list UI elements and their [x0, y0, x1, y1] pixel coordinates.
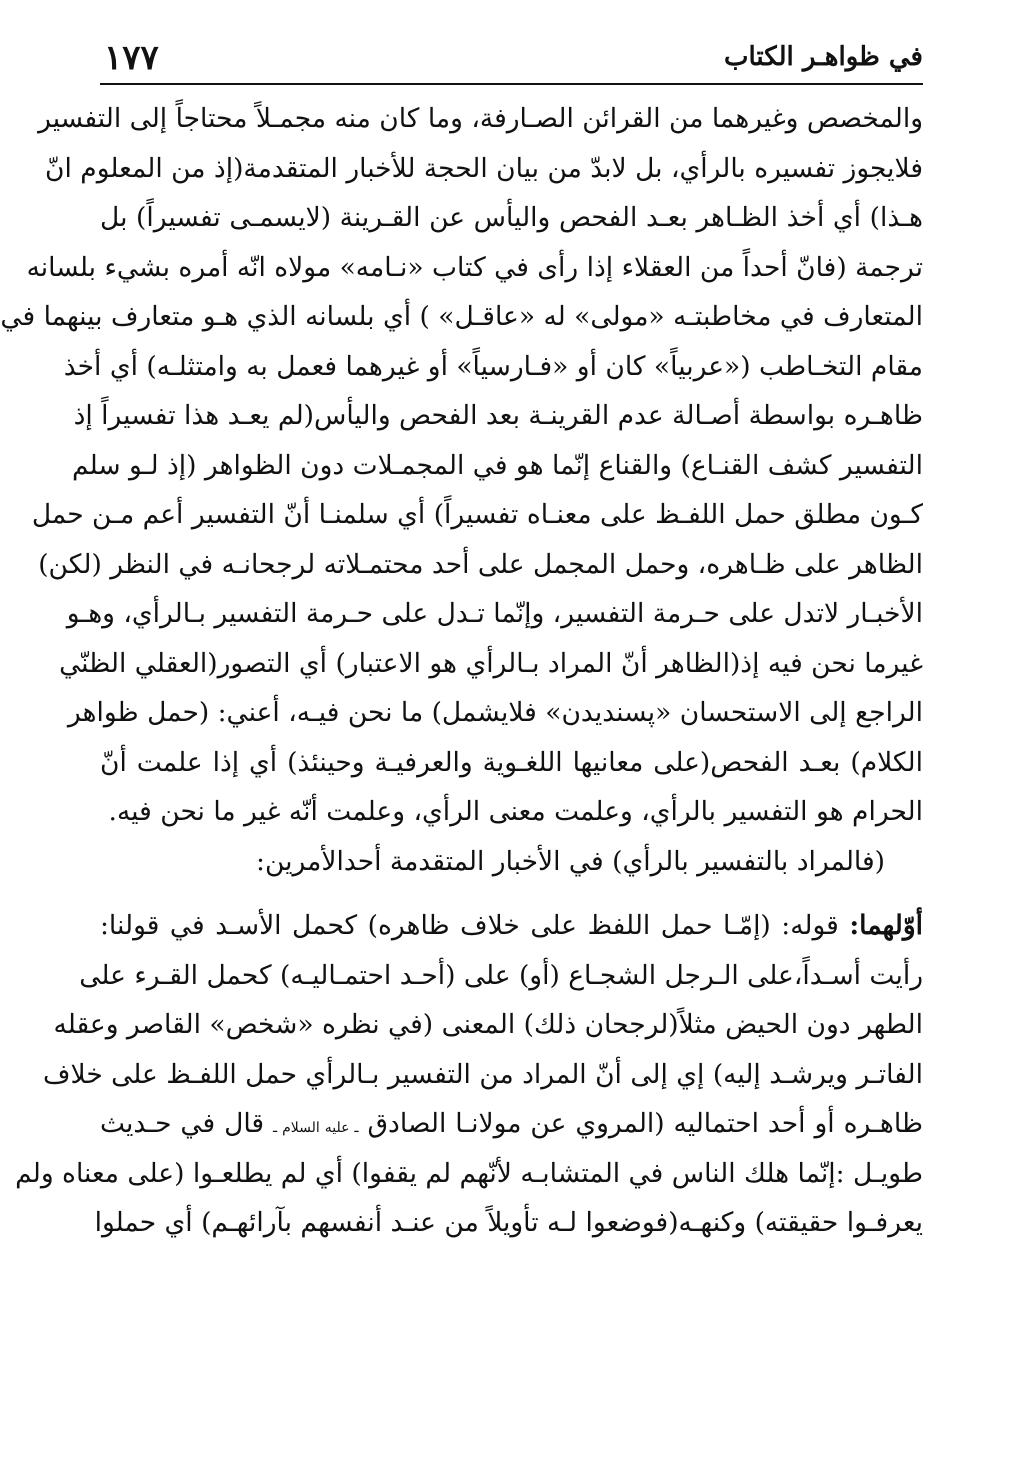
running-header [100, 38, 923, 82]
text-line: يعرفـوا حقيقته) وكنهـه(فوضعوا لـه تأويلاً من عنـد أنفسهم بآرائهـم) أي حملوا [94, 1207, 923, 1238]
honorific-note: ـ عليه السلام ـ [273, 1120, 359, 1136]
text-line: الظاهر على ظـاهره، وحمل المجمل على أحد محتمـلاته لرجحانـه في النظر (لكن) [38, 548, 923, 580]
text-line: طويـل :إنّما هلك الناس في المتشابـه لأنّهم لم يقفوا) أي لم يطلعـوا (على معناه ولم [15, 1157, 923, 1189]
text-line: والمخصص وغيرهما من القرائن الصـارفة، وما كان منه مجمـلاً محتاجاً إلى التفسير [38, 103, 923, 134]
text-line: كـون مطلق حمل اللفـظ على معنـاه تفسيراً) أي سلمنـا أنّ التفسير أعم مـن حمل [31, 499, 923, 530]
text-line: الحرام هو التفسير بالرأي، وعلمت معنى الرأي، وعلمت أنّه غير ما نحن فيه. [108, 796, 923, 827]
text-line: ترجمة (فانّ أحداً من العقلاء إذا رأى في كتاب «نـامه» مولاه انّه أمره بشيء بلسانه [26, 251, 923, 283]
text-span: قال في حـديث [100, 1108, 274, 1139]
text-line: الراجع إلى الاستحسان «پسنديدن» فلايشمل) ما نحن فيـه، أعني: (حمل ظواهر [67, 697, 923, 728]
paragraph-2 [100, 837, 923, 887]
text-line: فلايجوز تفسيره بالرأي، بل لابدّ من بيان الحجة للأخبار المتقدمة(إذ من المعلوم انّ [45, 152, 923, 184]
text-line: (فالمراد بالتفسير بالرأي) في الأخبار المتقدمة أحدالأمرين: [256, 845, 885, 877]
text-line: التفسير كشف القنـاع) والقناع إنّما هو في المجمـلات دون الظواهر (إذ لـو سلم [71, 449, 923, 481]
text-line: الأخبـار لاتدل على حـرمة التفسير، وإنّما تـدل على حـرمة التفسير بـالرأي، وهـو [66, 598, 923, 629]
text-line [100, 1099, 923, 1149]
text-span: ظاهـره أو أحد احتماليه (المروي عن مولانـا الصادق [358, 1108, 923, 1139]
text-line [100, 901, 923, 951]
text-line: مقام التخـاطب («عربياً» كان أو «فـارسياً» أو غيرهما فعمل به وامتثلـه) أي أخذ [63, 350, 923, 382]
header-rule [100, 83, 923, 85]
body-text [0, 94, 923, 1248]
running-title: في ظواهـر الكتاب [724, 42, 923, 72]
text-line: رأيت أسـداً،على الـرجل الشجـاع (أو) على (أحـد احتمـاليـه) كحمل القـرء على [79, 959, 923, 991]
paragraph-1 [0, 94, 923, 837]
paragraph-gap [100, 886, 923, 901]
text-line: الطهر دون الحيض مثلاً(لرجحان ذلك) المعنى (في نظره «شخص» القاصر وعقله [53, 1009, 923, 1040]
text-line: هـذا) أي أخذ الظـاهر بعـد الفحص واليأس عن القـرينة (لايسمـى تفسيراً) بل [100, 202, 923, 233]
text-line: ظاهـره بواسطة أصـالة عدم القرينـة بعد الفحص واليأس(لم يعـد هذا تفسيراً إذ [73, 400, 923, 431]
paragraph-3 [15, 901, 923, 1248]
text-line: الكلام) بعـد الفحص(على معانيها اللغـوية والعرفيـة وحينئذ) أي إذا علمت أنّ [100, 746, 923, 778]
page-number: ١٧٧ [104, 38, 159, 78]
paragraph-lead: أوّلهما: [849, 910, 923, 941]
text-line: المتعارف في مخاطبتـه «مولى» له «عاقـل» ) أي بلسانه الذي هـو متعارف بينهما في [0, 301, 923, 332]
text-span: قوله: (إمّـا حمل اللفظ على خلاف ظاهره) كحمل الأسـد في قولنا: [100, 910, 850, 941]
text-line: غيرما نحن فيه إذ(الظاهر أنّ المراد بـالرأي هو الاعتبار) أي التصور(العقلي الظنّي [59, 647, 923, 679]
text-line: الفاتـر ويرشـد إليه) إي إلى أنّ المراد من التفسير بـالرأي حمل اللفـظ على خلاف [43, 1058, 923, 1090]
